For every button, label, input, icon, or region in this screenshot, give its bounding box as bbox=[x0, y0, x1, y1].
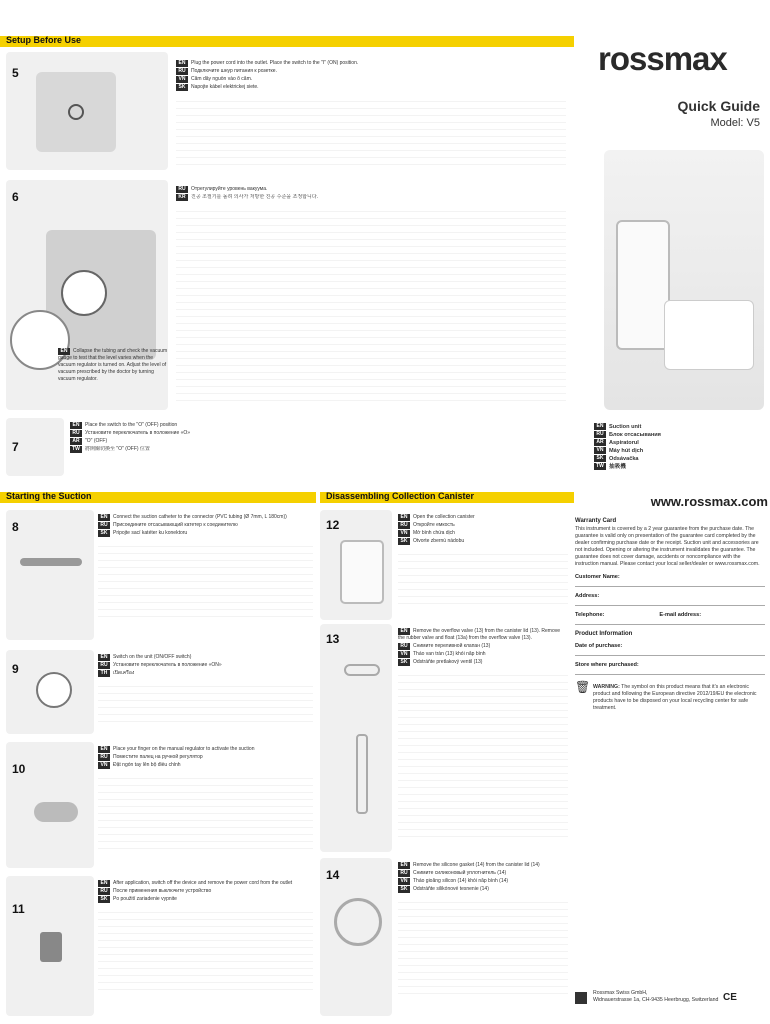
step6-text: RU Отрегулируйте уровень вакуума. KR 진공 조절기를 돌려 의사가 처방한 진공 수준을 조정합니다. bbox=[176, 186, 566, 405]
power-button-icon bbox=[36, 672, 72, 708]
step5-text bbox=[176, 60, 566, 167]
weee-bin-icon: 🗑 bbox=[575, 680, 591, 694]
company-name: Rossmax Swiss GmbH, bbox=[593, 990, 648, 996]
starting-title: Starting the Suction bbox=[6, 491, 92, 501]
power-switch-icon bbox=[68, 104, 84, 120]
collection-canister-icon bbox=[616, 220, 670, 350]
step13-text: EN Remove the overflow valve (13) from the canister lid (13). Remove the rubber valve and float (13a) from the overflow valve (13). RU Снимите переливной клапан (13) VN Tháo van tràn (13) khỏi nắp bình SK Odstráňte pretlakový ventil (13) bbox=[398, 628, 568, 839]
step-number: 7 bbox=[12, 440, 19, 454]
silicone-gasket-icon bbox=[334, 898, 382, 946]
setup-header-bar bbox=[0, 36, 574, 47]
step5-panel bbox=[6, 52, 168, 170]
store-field[interactable]: Store where purchased: bbox=[575, 662, 765, 675]
step11-text: EN After application, switch off the device and remove the power cord from the outlet RU После применения выключите устройство SK Po použití zariadenie vypnite bbox=[98, 880, 313, 996]
step-number: 9 bbox=[12, 662, 19, 676]
step12-text: EN Open the collection canister RU Откройте емкость VN Mở bình chứa dịch SK Otvorte zbernú nádobu bbox=[398, 514, 568, 608]
step5-line: SK Napojte kábel elektrickej siete. bbox=[176, 84, 566, 91]
step7-panel bbox=[6, 418, 64, 476]
overflow-valve-icon bbox=[344, 664, 380, 676]
step-number: 13 bbox=[326, 632, 340, 646]
step14-text: EN Remove the silicone gasket (14) from the canister lid (14) RU Снимите силиконовый уплотнитель (14) VN Tháo gioăng silicon (14) khỏi nắp bình (14) SK Odstráňte silikónové tesnenie (14) bbox=[398, 862, 568, 996]
ce-mark-icon: CE bbox=[723, 992, 737, 1003]
finger-regulator-icon bbox=[34, 802, 78, 822]
brand-logo: rossmax bbox=[598, 40, 727, 77]
step5-line: EN Plug the power cord into the outlet. Place the switch to the "I" (ON) position. bbox=[176, 60, 566, 67]
manufacturer-icon bbox=[575, 992, 587, 1004]
canister-lid-icon bbox=[340, 540, 384, 604]
website-url[interactable]: www.rossmax.com bbox=[650, 494, 768, 509]
catheter-connector-icon bbox=[20, 558, 82, 566]
step11-panel bbox=[6, 876, 94, 1016]
guide-model: Model: V5 bbox=[710, 117, 760, 129]
step-number: 10 bbox=[12, 762, 26, 776]
device-body-icon bbox=[664, 300, 754, 370]
date-field[interactable]: Date of purchase: bbox=[575, 643, 765, 656]
float-valve-icon bbox=[356, 734, 368, 814]
power-plug-icon bbox=[40, 932, 62, 962]
customer-name-field[interactable]: Customer Name: bbox=[575, 574, 765, 587]
suction-unit-illustration bbox=[604, 150, 764, 410]
product-info-title: Product Information bbox=[575, 631, 633, 637]
legend: EN Suction unit RU Блок отсасывания AR Aspiratorul VN Máy hút dịch SK Odsávačka TW 抽吸機 bbox=[594, 423, 764, 471]
step9-text: EN Switch on the unit (ON/OFF switch) RU Установите переключатель в положение «ON» TH เปิดเครื่อง bbox=[98, 654, 313, 728]
warranty-card bbox=[575, 518, 765, 675]
disassembling-title: Disassembling Collection Canister bbox=[326, 491, 475, 501]
step6-caption: EN Collapse the tubing and check the vacuum gauge to test that the level varies when the vacuum regulator is turned on. Adjust the level of vacuum prescribed by the doctor by turning vacuum regulator. bbox=[58, 348, 168, 382]
step5-line: VN Cắm dây nguồn vào ổ cắm. bbox=[176, 76, 566, 83]
step12-panel bbox=[320, 510, 392, 620]
telephone-field[interactable]: Telephone: E-mail address: bbox=[575, 612, 765, 625]
step-number: 6 bbox=[12, 190, 19, 204]
step9-panel bbox=[6, 650, 94, 734]
step10-panel bbox=[6, 742, 94, 868]
warning-note: 🗑 WARNING: The symbol on this product means that it's an electronic product and following the European directive 2012/19/EU the electronic products have to be disposed on your local recycling center for safe treatment. bbox=[575, 680, 757, 711]
setup-title: Setup Before Use bbox=[6, 35, 82, 45]
vacuum-gauge-icon bbox=[61, 270, 107, 316]
warranty-text: This instrument is covered by a 2 year guarantee from the purchase date. The guarantee is valid only on presentation of the guarantee card completed by the dealer confirming purchase date or the receipt. Suction unit and accessories are not included. Opening or altering the instrument invalidates the guarantee. The guarantee does not cover damage, accidents or noncompliance with the instruction manual. Please contact your local seller/dealer or www.rossmax.com. bbox=[575, 526, 760, 567]
step13-panel bbox=[320, 624, 392, 852]
step-number: 12 bbox=[326, 518, 340, 532]
step8-panel bbox=[6, 510, 94, 640]
step10-text: EN Place your finger on the manual regulator to activate the suction RU Поместите палец на ручной регулятор VN Đặt ngón tay lên bộ điều chỉnh bbox=[98, 746, 313, 852]
warranty-title: Warranty Card bbox=[575, 518, 617, 524]
step-number: 14 bbox=[326, 868, 340, 882]
step8-text: EN Connect the suction catheter to the connector (PVC tubing (Ø 7mm, L 180cm)) RU Присоедините отсасывающий катетер к соединителю SK Pripojte sací katéter ku konektoru bbox=[98, 514, 313, 620]
footer bbox=[575, 990, 765, 1016]
step-number: 8 bbox=[12, 520, 19, 534]
step7-text: EN Place the switch to the "O" (OFF) position RU Установите переключатель в положение «O» AR "O" (OFF) TW 將開關切換至 "O" (OFF) 位置 bbox=[70, 422, 570, 454]
guide-title: Quick Guide bbox=[677, 98, 760, 114]
step14-panel bbox=[320, 858, 392, 1016]
step-number: 11 bbox=[12, 902, 25, 916]
step-number: 5 bbox=[12, 66, 19, 80]
address-field[interactable]: Address: bbox=[575, 593, 765, 606]
company-address: Widnauerstrasse 1a, CH-9435 Heerbrugg, Switzerland bbox=[593, 997, 719, 1003]
step5-line: RU Подключите шнур питания к розетке. bbox=[176, 68, 566, 75]
